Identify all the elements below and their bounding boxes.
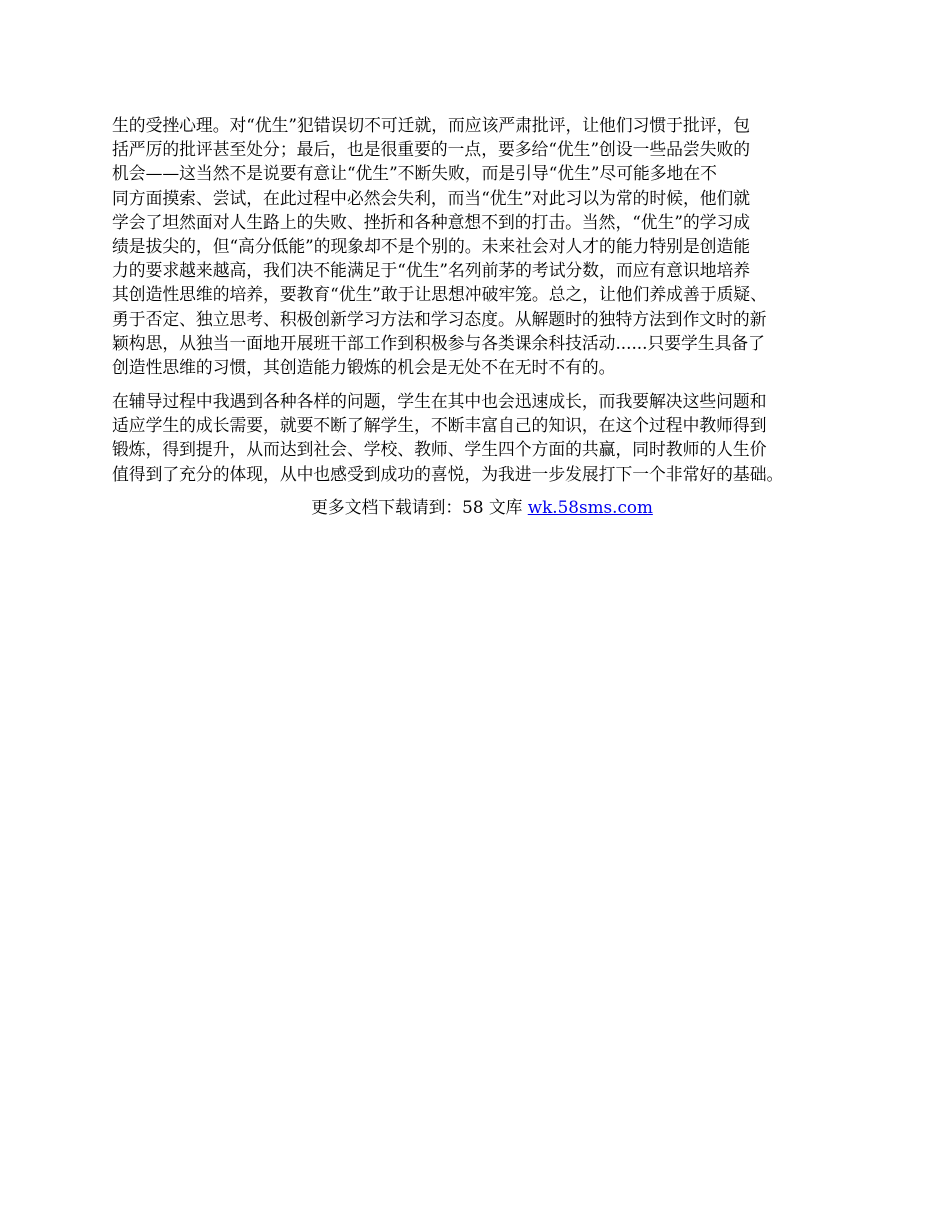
text-line: 创造性思维的习惯，其创造能力锻炼的机会是无处不在无时不有的。	[112, 356, 616, 377]
text-line: 绩是拔尖的，但“高分低能”的现象却不是个别的。未来社会对人才的能力特别是创造能	[112, 235, 751, 256]
text-line: 括严厉的批评甚至处分；最后，也是很重要的一点，要多给“优生”创设一些品尝失败的	[112, 139, 751, 160]
text-line: 值得到了充分的体现，从中也感受到成功的喜悦，为我进一步发展打下一个非常好的基础。	[112, 463, 784, 484]
text-line: 锻炼，得到提升，从而达到社会、学校、教师、学生四个方面的共赢，同时教师的人生价	[112, 439, 767, 460]
text-line: 勇于否定、独立思考、积极创新学习方法和学习态度。从解题时的独特方法到作文时的新	[112, 308, 767, 329]
text-line: 学会了坦然面对人生路上的失败、挫折和各种意想不到的打击。当然，“优生”的学习成	[112, 211, 751, 232]
paragraph-2	[112, 389, 852, 486]
text-line: 颖构思，从独当一面地开展班干部工作到积极参与各类课余科技活动......只要学生具备了	[112, 332, 765, 353]
footer-prefix: 更多文档下载请到：58 文库	[311, 496, 528, 517]
text-line: 机会——这当然不是说要有意让“优生”不断失败，而是引导“优生”尽可能多地在不	[112, 163, 717, 184]
text-line: 同方面摸索、尝试，在此过程中必然会失利，而当“优生”对此习以为常的时候，他们就	[112, 187, 751, 208]
paragraph-1	[112, 113, 852, 379]
document-page	[112, 113, 852, 519]
text-line: 生的受挫心理。对“优生”犯错误切不可迁就，而应该严肃批评，让他们习惯于批评，包	[112, 115, 751, 135]
text-line: 其创造性思维的培养，要教育“优生”敢于让思想冲破牢笼。总之，让他们养成善于质疑、	[112, 284, 767, 305]
text-line: 在辅导过程中我遇到各种各样的问题，学生在其中也会迅速成长，而我要解决这些问题和	[112, 391, 767, 412]
text-line: 力的要求越来越高，我们决不能满足于“优生”名列前茅的考试分数，而应有意识地培养	[112, 260, 751, 281]
download-footer	[112, 495, 852, 519]
text-line: 适应学生的成长需要，就要不断了解学生，不断丰富自己的知识，在这个过程中教师得到	[112, 415, 767, 436]
site-link[interactable]: wk.58sms.com	[527, 496, 653, 517]
